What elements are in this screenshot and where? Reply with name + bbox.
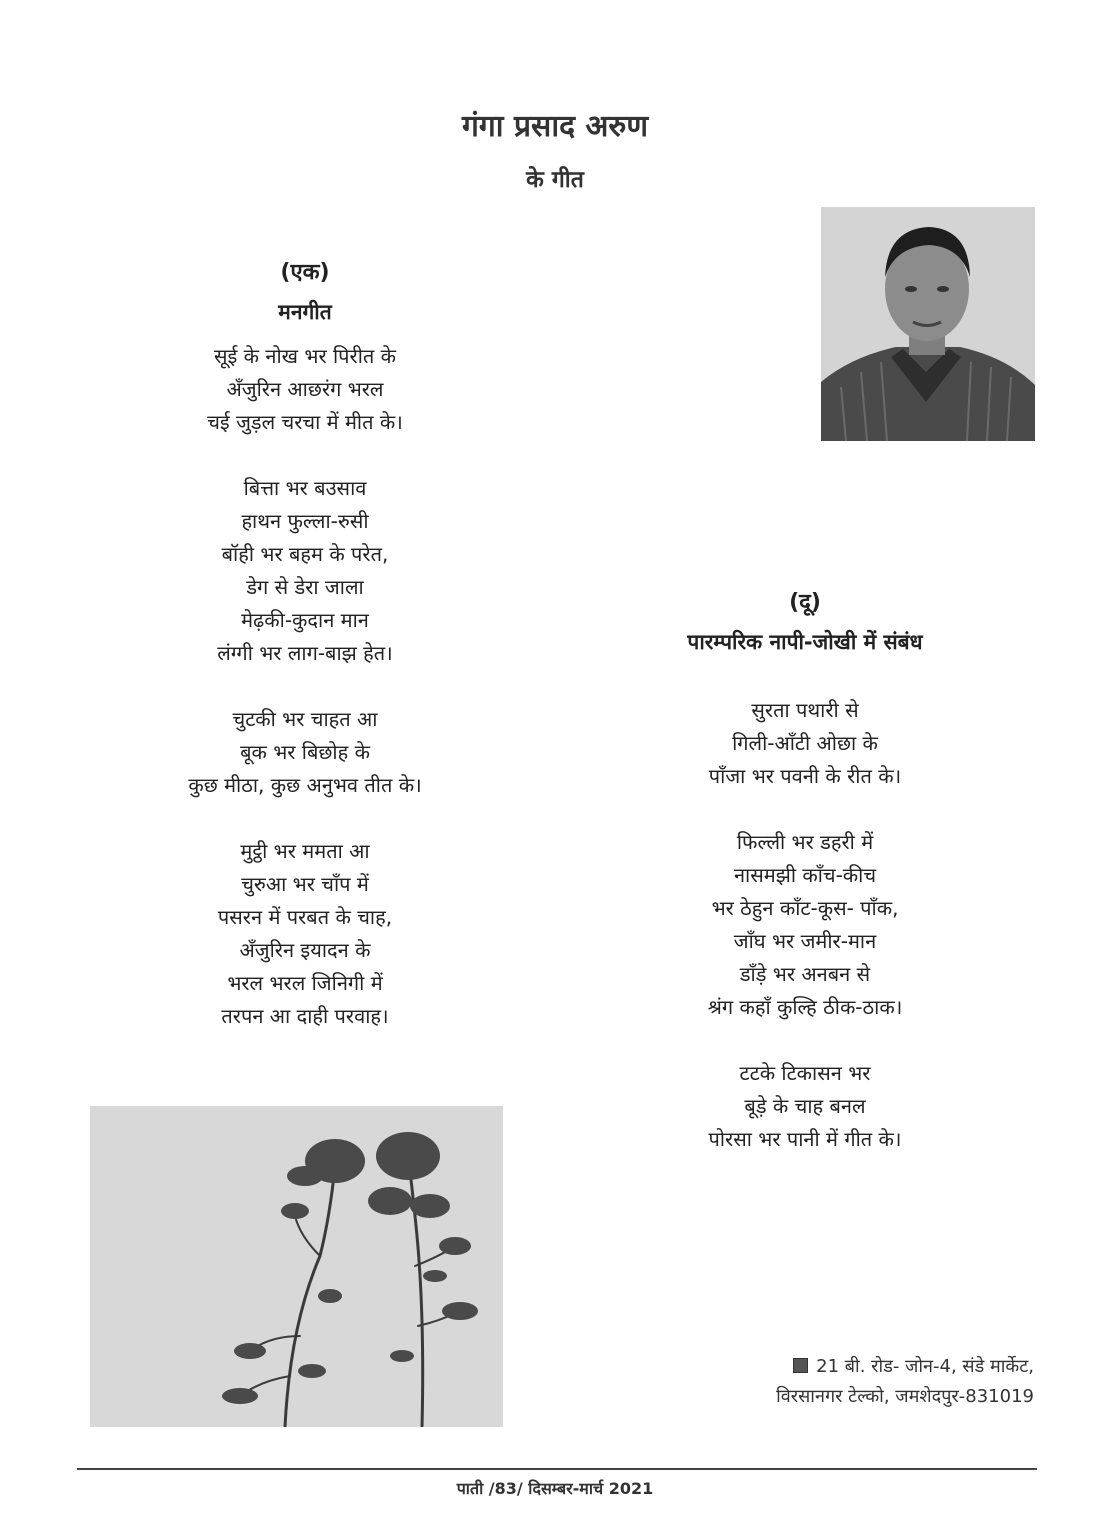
poem-line: चई जुड़ल चरचा में मीत के।	[207, 410, 403, 434]
stanza	[150, 472, 460, 670]
stanza	[620, 694, 990, 793]
poem-line: अँजुरिन आछरंग भरल	[226, 377, 384, 401]
poem-two-title: पारम्परिक नापी-जोखी में संबंध	[687, 630, 923, 654]
poem-line: पसरन में परबत के चाह,	[217, 905, 393, 929]
author-portrait-icon	[821, 207, 1035, 441]
poem-line: मेढ़की-कुदान मान	[241, 608, 369, 632]
poem-line: लंग्गी भर लाग-बाझ हेत।	[217, 641, 393, 665]
address-line-1	[776, 1352, 1034, 1382]
poem-two	[620, 586, 990, 1189]
poem-line: सूई के नोख भर पिरीत के	[213, 344, 397, 368]
address-line-1-text: 21 बी. रोड- जोन-4, संडे मार्केट,	[816, 1356, 1034, 1377]
poem-one-title: मनगीत	[278, 300, 332, 324]
page-title: गंगा प्रसाद अरुण	[461, 109, 649, 144]
poem-line: सुरता पथारी से	[751, 698, 859, 722]
poem-line: जाँघ भर जमीर-मान	[733, 929, 877, 953]
poem-line: पाँजा भर पवनी के रीत के।	[708, 764, 902, 788]
address-line-2: विरसानगर टेल्को, जमशेदपुर-831019	[776, 1386, 1034, 1407]
poem-line: डेग से डेरा जाला	[246, 575, 364, 599]
poem-line: बूक भर बिछोह के	[240, 740, 370, 764]
stanza	[620, 826, 990, 1024]
poem-line: कुछ मीठा, कुछ अनुभव तीत के।	[188, 773, 422, 797]
bullet-square-icon	[793, 1358, 808, 1373]
stanza	[150, 835, 460, 1033]
poem-one-number: (एक)	[280, 260, 330, 285]
page-footer: पाती /83/ दिसम्बर-मार्च 2021	[456, 1479, 654, 1498]
poem-line: नासमझी काँच-कीच	[733, 863, 877, 887]
stanza	[150, 340, 460, 439]
poem-line: डाँड़े भर अनबन से	[739, 962, 871, 986]
poem-two-number: (दू)	[789, 590, 821, 615]
poem-line: चुरुआ भर चाँप में	[241, 872, 369, 896]
poem-line: श्रंग कहाँ कुल्हि ठीक-ठाक।	[707, 995, 903, 1019]
author-photo	[821, 207, 1035, 441]
footer-divider	[77, 1468, 1037, 1470]
poem-line: मुट्ठी भर ममता आ	[240, 839, 370, 863]
poem-line: तरपन आ दाही परवाह।	[221, 1004, 389, 1028]
poem-line: हाथन फुल्ला-रुसी	[241, 509, 369, 533]
plant-sprig-icon	[90, 1106, 503, 1427]
author-address	[776, 1352, 1034, 1412]
plant-photo	[90, 1106, 503, 1427]
poem-line: फिल्ली भर डहरी में	[736, 830, 874, 854]
poem-one	[150, 256, 460, 1066]
poem-line: चुटकी भर चाहत आ	[232, 707, 378, 731]
stanza	[620, 1057, 990, 1156]
poem-line: बित्ता भर बउसाव	[243, 476, 367, 500]
poem-line: गिली-आँटी ओछा के	[732, 731, 878, 755]
poem-line: बॉही भर बहम के परेत,	[221, 542, 389, 566]
poem-line: भरल भरल जिनिगी में	[227, 971, 383, 995]
poem-line: बूड़े के चाह बनल	[744, 1094, 866, 1118]
poem-line: टटके टिकासन भर	[739, 1061, 871, 1085]
page-subtitle: के गीत	[526, 167, 584, 193]
poem-line: भर ठेहुन काँट-कूस- पाँक,	[711, 896, 899, 920]
poem-line: पोरसा भर पानी में गीत के।	[708, 1127, 902, 1151]
stanza	[150, 703, 460, 802]
poem-line: अँजुरिन इयादन के	[239, 938, 371, 962]
